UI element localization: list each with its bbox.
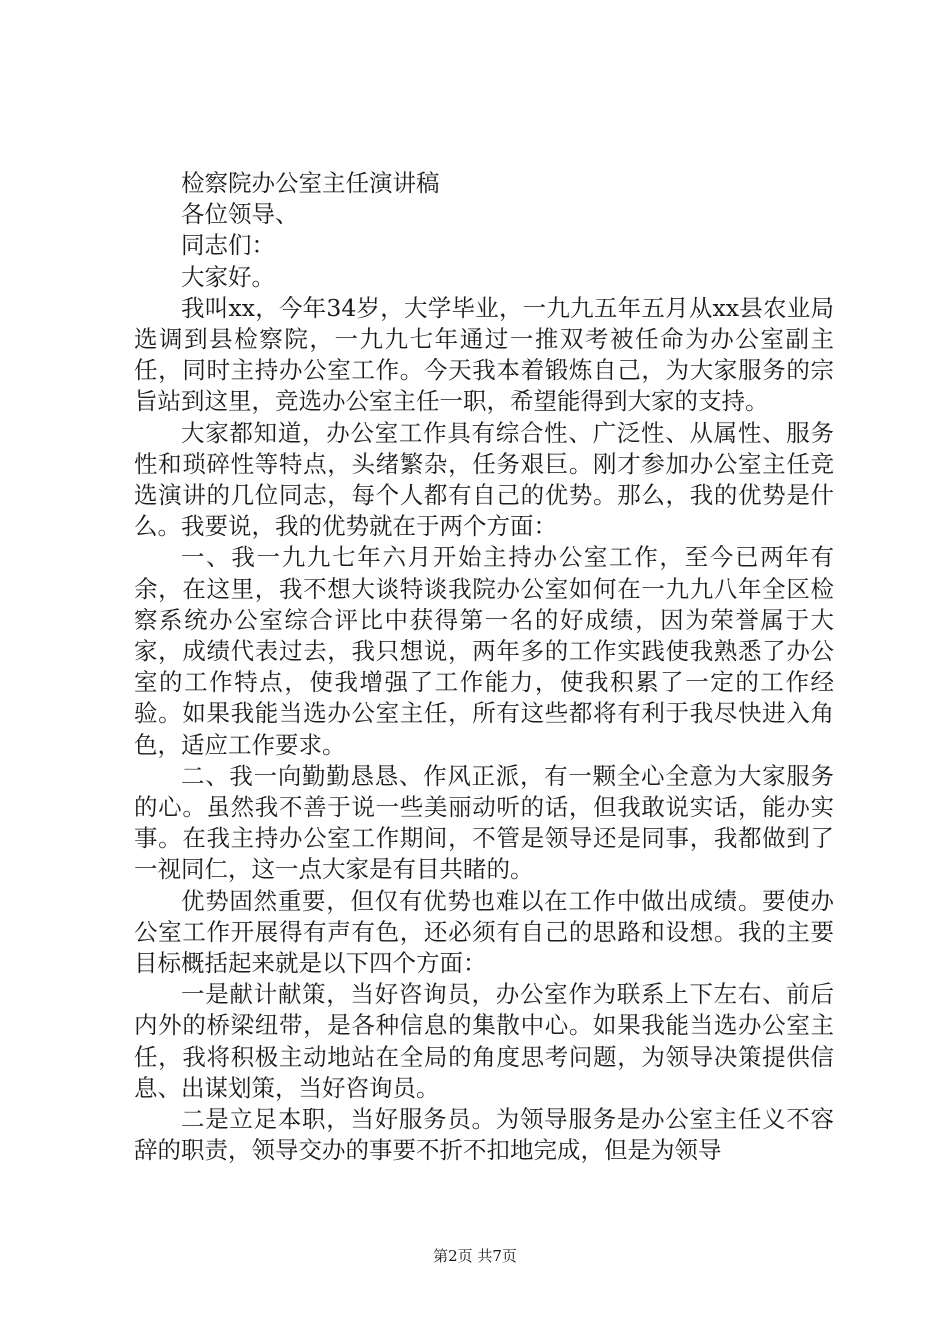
document-title: 检察院办公室主任演讲稿 [181,169,440,197]
document-body [134,168,834,1167]
paragraph-goal-two: 二是立足本职，当好服务员。为领导服务是办公室主任义不容辞的职责，领导交办的事要不折不扣地完成，但是为领导 [134,1105,834,1165]
paragraph-advantage-one: 一、我一九九七年六月开始主持办公室工作，至今已两年有余，在这里，我不想大谈特谈我院办公室如何在一九九八年全区检察系统办公室综合评比中获得第一名的好成绩，因为荣誉属于大家，成绩代表过去，我只想说，两年多的工作实践使我熟悉了办公室的工作特点，使我增强了工作能力，使我积累了一定的工作经验。如果我能当选办公室主任，所有这些都将有利于我尽快进入角色，适应工作要求。 [134,543,834,759]
paragraph-advantage-two: 二、我一向勤勤恳恳、作风正派，有一颗全心全意为大家服务的心。虽然我不善于说一些美丽动听的话，但我敢说实话，能办实事。在我主持办公室工作期间，不管是领导还是同事，我都做到了一视同仁，这一点大家是有目共睹的。 [134,761,834,884]
salutation-line-2: 同志们： [181,231,275,260]
paragraph-goals-intro: 优势固然重要，但仅有优势也难以在工作中做出成绩。要使办公室工作开展得有声有色，还必须有自己的思路和设想。我的主要目标概括起来就是以下四个方面： [134,886,834,978]
paragraph-office-characteristics: 大家都知道，办公室工作具有综合性、广泛性、从属性、服务性和琐碎性等特点，头绪繁杂，任务艰巨。刚才参加办公室主任竞选演讲的几位同志，每个人都有自己的优势。那么，我的优势是什么。我要说，我的优势就在于两个方面： [134,418,834,541]
salutation-line-1: 各位领导、 [181,200,299,229]
page-number-footer: 第2页 共7页 [433,1247,517,1265]
paragraph-self-introduction: 我叫xx，今年34岁，大学毕业，一九九五年五月从xx县农业局选调到县检察院，一九九七年通过一推双考被任命为办公室副主任，同时主持办公室工作。今天我本着锻炼自己，为大家服务的宗旨站到这里，竞选办公室主任一职，希望能得到大家的支持。 [134,293,834,416]
greeting-line: 大家好。 [181,262,275,291]
paragraph-goal-one: 一是献计献策，当好咨询员，办公室作为联系上下左右、前后内外的桥梁纽带，是各种信息的集散中心。如果我能当选办公室主任，我将积极主动地站在全局的角度思考问题，为领导决策提供信息、出谋划策，当好咨询员。 [134,980,834,1102]
